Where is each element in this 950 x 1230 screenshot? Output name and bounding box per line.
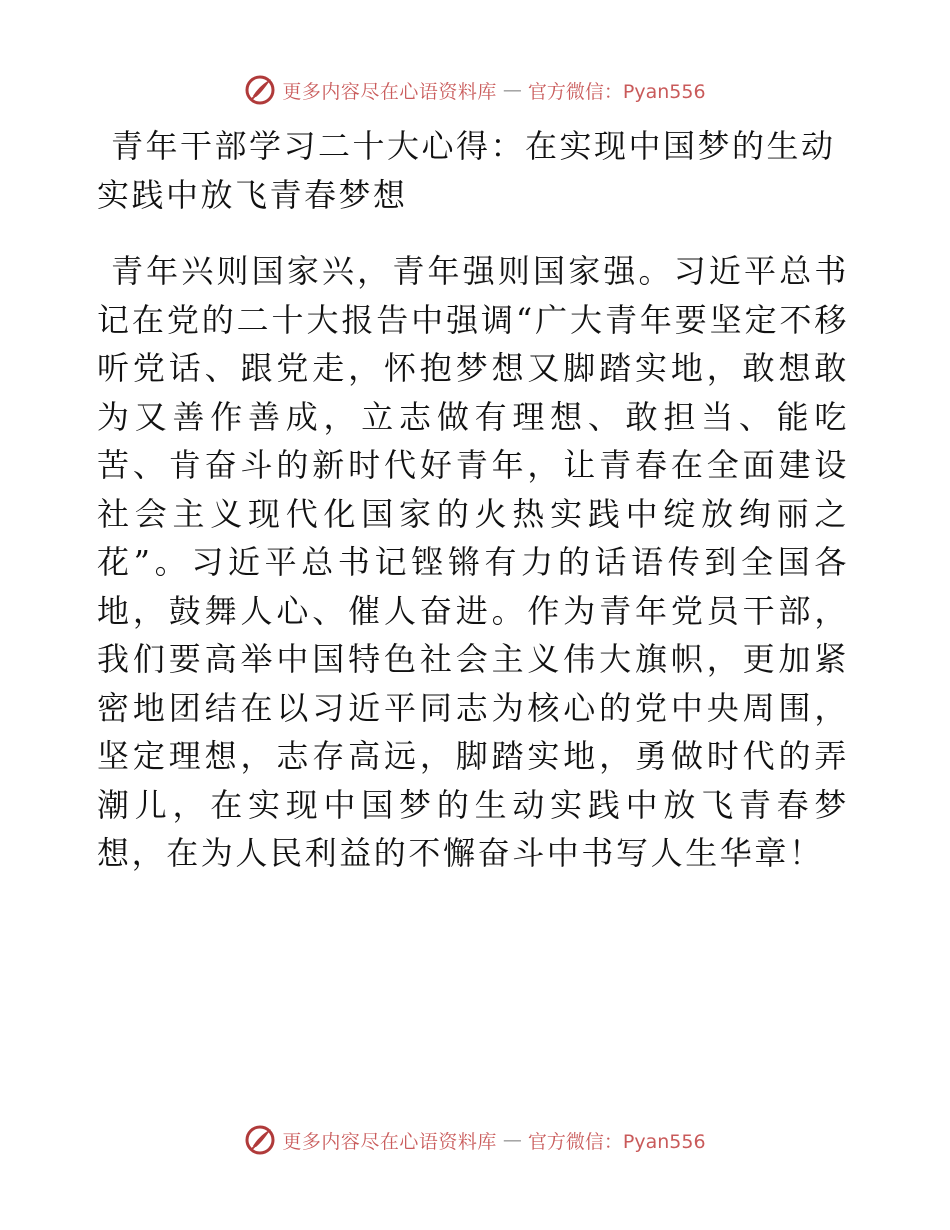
quill-logo-icon [244,74,276,106]
banner-contact: 官方微信：Pyan556 [527,80,706,103]
document-body [97,122,849,878]
footer-banner [0,1120,950,1160]
header-banner [0,70,950,110]
banner-contact: 官方微信：Pyan556 [527,1130,706,1153]
banner-separator: — [502,1129,522,1151]
quill-logo-icon [244,1124,276,1156]
banner-slogan: 更多内容尽在心语资料库 [282,80,497,103]
banner-slogan: 更多内容尽在心语资料库 [282,1130,497,1153]
document-title: 青年干部学习二十大心得：在实现中国梦的生动实践中放飞青春梦想 [97,127,836,214]
banner-separator: — [502,79,522,101]
document-paragraph: 青年兴则国家兴，青年强则国家强。习近平总书记在党的二十大报告中强调“广大青年要坚定不移听党话、跟党走，怀抱梦想又脚踏实地，敢想敢为又善作善成，立志做有理想、敢担当、能吃苦、肯奋斗的新时代好青年，让青春在全面建设社会主义现代化国家的火热实践中绽放绚丽之花”。习近平总书记铿锵有力的话语传到全国各地，鼓舞人心、催人奋进。作为青年党员干部，我们要高举中国特色社会主义伟大旗帜，更加紧密地团结在以习近平同志为核心的党中央周围，坚定理想，志存高远，脚踏实地，勇做时代的弄潮儿，在实现中国梦的生动实践中放飞青春梦想，在为人民利益的不懈奋斗中书写人生华章！ [97,252,849,872]
